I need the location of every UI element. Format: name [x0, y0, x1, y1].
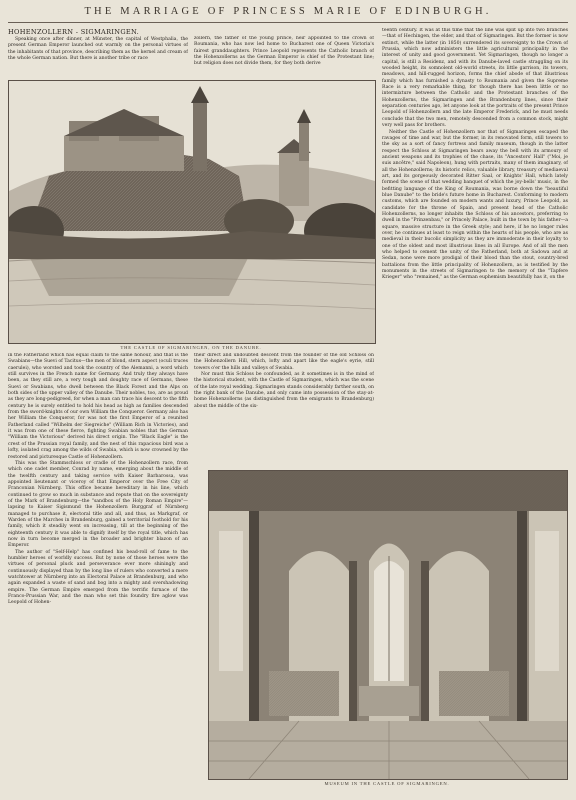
paragraph: in the Fatherland which has equal claim to the same honour, and that is the Swabians—the Suevi of Tacitus—the men of blond, stern aspect (oculi truces caerulei), who worsted and took the country of the Alemanni, a word which still survives in the French name for Germany. And truly they always have been, as they still are, a very tough and doughty race of Germans, these Suevi or Swabians, who dwell between the Black Forest and the Alps on both sides of the upper valley of the Danube. Their nobles, too, are as proud as they are long-pedigreed, for when a man can trace his descent to the fifth century he is surely entitled to hold his head as high as families descended from the sword-knights of our own William the Conqueror. Germany also has her William the Conqueror, for was not the first Emperor of a reunited Fatherland called "Wilhelm der Siegreiche" (William Rich in Victories), and it was from one of these fierce, fighting Swabian nobles that the German "William the Victorious" derived his direct origin. The "Black Eagle" is the crest of the Prussian royal family, and the nest of this rapacious bird was a lofty, isolated crag among the wilds of Swabia, which is now crowned by the restored and picturesque Castle of Hohenzollern.	[8, 353, 188, 460]
castle-engraving	[9, 81, 375, 343]
museum-caption: MUSEUM IN THE CASTLE OF SIGMARINGEN.	[324, 781, 450, 786]
column-1-bottom	[8, 353, 188, 793]
paragraph: their direct and undoubted descent from the founder of the old Schloss on the Hohenzollern Hill, which, lofty and apart like the eagle's eyrie, still towers o'er the hills and valleys of Swabia.	[194, 353, 374, 371]
column-2-bottom	[194, 353, 374, 465]
museum-illustration	[208, 470, 568, 780]
column-1-top	[8, 28, 188, 78]
masthead-title: THE MARRIAGE OF PRINCESS MARIE OF EDINBURGH.	[84, 6, 492, 17]
castle-caption: THE CASTLE OF SIGMARINGEN, ON THE DANUBE.	[120, 345, 262, 350]
masthead-rule	[8, 22, 568, 23]
paragraph: The author of "Self-Help" has confined his bead-roll of fame to the humbler heroes of worldly success. But by none of those heroes were the virtues of personal pluck and perseverance ever more shiningly and continuously displayed than by the long line of rulers who converted a mere watchtower at Nürnberg into an Electoral Palace at Brandenburg, and who again expanded a waste of sand and bog into a mighty and overshadowing empire. The German Empire emerged from the terrific furnace of the Franco-Prussian War, and the man who set this foundry fire aglow was Leopold of Hohen-	[8, 549, 188, 606]
paragraph: Speaking once after dinner, at Münster, the capital of Westphalia, the present German Emperor launched out warmly on the personal virtues of the inhabitants of that province, describing them as the kernel and cream of the whole German nation. But there is another tribe or race	[8, 37, 188, 62]
paragraph: Neither the Castle of Hohenzollern nor that of Sigmaringen escaped the ravages of time and war, but the former, in its renovated form, still towers to the sky as a sort of fancy fortress and family museum, though in the latter respect the Schloss at Sigmaringen bears away the bell with its armoury of ancient weapons and its trophies of the chase, its "Ancestors' Hall" ("Moi, je suis ancêtre," said Napoleon), hung with portraits, many of them imaginary, of all the Hohenzollerns; its historic relics, valuable library, treasury of mediaeval art, and its gorgeously decorated Ritter Saal, or Knights' Hall, which lately formed the scene of that wedding banquet of which the joy-bells' music, in the befitting language of the King of Roumania, was borne down the "beautiful blue Danube" to the bride's future home in Bucharest. Conforming to modern customs, which are founded on modern wants and luxury, Prince Leopold, as candidate for the throne of Spain, and present head of the Catholic Hohenzollerns, no longer inhabits the Schloss of his ancestors, preferring to dwell in the "Prinzenbau," or Princely Palace, built in the town by his father—a square, massive structure in the Greek style; and here, if he no longer rules over, he continues at least to reign within the hearts of his people, who are as medieval in their bucolic simplicity as they are immoderate in their loyalty to one of the oldest and most illustrious lines in all Europe. And of all the men who helped to cement the unity of the Fatherland, both at Sadowa and at Sedan, none were more prodigal of their blood than the stout, country-bred battalions from the little principality of Hohenzollern, as is testified by the monuments in the streets of Sigmaringen to the memory of the "Tapfere Krieger" who "remained," as the German euphemism beautifully has it, on the	[382, 129, 568, 281]
paragraph: Nor must this Schloss be confounded, as it sometimes is in the mind of the historical student, with the Castle of Sigmaringen, which was the scene of the late royal wedding. Sigmaringen stands considerably farther south, on the right bank of the Danube, and only came into possession of the stay-at-home Hohenzollerns (as distinguished from the emigrants to Brandenburg) about the middle of the six-	[194, 372, 374, 409]
castle-illustration	[8, 80, 376, 344]
paragraph: zollern, the father of the young prince, heir appointed to the crown of Roumania, who has now led home to Bucharest one of Queen Victoria's fairest granddaughters. Prince Leopold represents the Catholic branch of the Hohenzollerns as the German Emperor is chief of the Protestant line; but religion does not divide them, for they both derive	[194, 36, 374, 67]
paragraph: teenth century. It was at this time that the line was split up into two branches—that of Hechingen, the elder, and that of Sigmaringen. But the former is now extinct, while the latter (in 1850) surrendered its sovereignty to the Crown of Prussia, which now administers the little agricultural principality in the interest of unity and good government. Yet Sigmaringen, though no longer a capital, is still a Residenz, and with its Danube-laved castle straggling on its wooded height, its somnolent old-world streets, its little garrison, its towers, meadows, and hill-rugged horizon, forms the chief abode of that illustrious family which has furnished a dynasty to Roumania and given the Supreme Race is a very remarkable thing, for though there has been little or no intermixture between the Catholic and the Protestant branches of the Hohenzollerns, the Sigmaringen and the Brandenburg lines, since their separation centuries ago, let anyone look at the portraits of the present Prince Leopold of Hohenzollern and the late Emperor Frederick, and he must needs conclude that the two men, remotely descended from a common stock, might very well pass for brothers.	[382, 28, 568, 129]
paragraph: This was the Stammschloss or cradle of the Hohenzollern race, from which one cadet member, Conrad by name, emerging about the middle of the twelfth century and taking service with Kaiser Barbarossa, was appointed lieutenant or viceroy of that Emperor over the Free City of Franconian Nürnberg. This office became hereditary in his line, which continued to grow so much in substance and repute that on the sovereignty of the Mark of Brandenburg—the "sandbox of the Holy Roman Empire"—lapsing to Kaiser Sigismund the Hohenzollern Burggraf of Nürnberg managed to purchase it, electoral title and all, and thus, as Markgraf, or Warden of the Marches in Brandenburg, gained a territorial foothold for his family, which it steadily went on increasing, till at the beginning of the eighteenth century it was able to dignify itself by the royal title, which has now in turn become merged in the broader and brighter blazon of an Emperor.	[8, 460, 188, 549]
section-heading: HOHENZOLLERN - SIGMARINGEN.	[8, 28, 140, 36]
museum-engraving	[209, 471, 567, 779]
column-2-top	[194, 36, 374, 78]
